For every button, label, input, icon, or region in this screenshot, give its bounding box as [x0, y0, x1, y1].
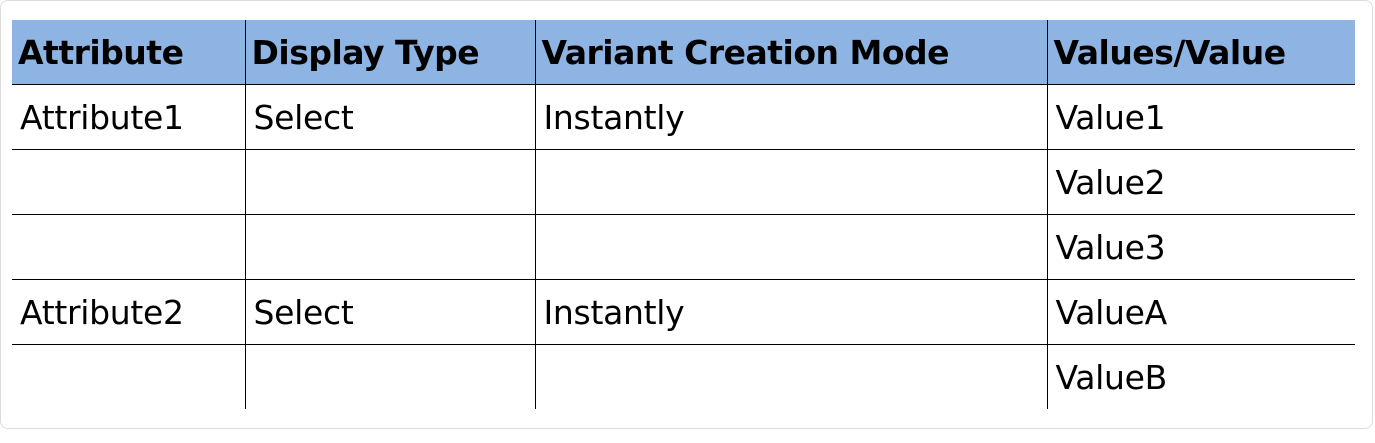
- cell-display-type: [245, 345, 535, 410]
- cell-attribute: Attribute2: [12, 280, 245, 345]
- table-row: [12, 215, 1355, 280]
- cell-variant-creation-mode: [535, 215, 1047, 280]
- table-row: [12, 85, 1355, 150]
- table-row: [12, 280, 1355, 345]
- header-display-type: Display Type: [245, 20, 535, 85]
- table-row: [12, 150, 1355, 215]
- header-attribute: Attribute: [12, 20, 245, 85]
- spreadsheet-table-container: [12, 20, 1355, 410]
- cell-attribute: Attribute1: [12, 85, 245, 150]
- cell-variant-creation-mode: Instantly: [535, 280, 1047, 345]
- cell-display-type: Select: [245, 280, 535, 345]
- cell-attribute: [12, 215, 245, 280]
- attributes-table: [12, 20, 1355, 409]
- cell-attribute: [12, 345, 245, 410]
- cell-display-type: Select: [245, 85, 535, 150]
- cell-variant-creation-mode: Instantly: [535, 85, 1047, 150]
- cell-variant-creation-mode: [535, 150, 1047, 215]
- cell-display-type: [245, 215, 535, 280]
- cell-attribute: [12, 150, 245, 215]
- cell-value: ValueA: [1047, 280, 1355, 345]
- cell-value: Value2: [1047, 150, 1355, 215]
- cell-value: ValueB: [1047, 345, 1355, 410]
- header-values: Values/Value: [1047, 20, 1355, 85]
- header-variant-creation-mode: Variant Creation Mode: [535, 20, 1047, 85]
- cell-value: Value1: [1047, 85, 1355, 150]
- cell-variant-creation-mode: [535, 345, 1047, 410]
- cell-value: Value3: [1047, 215, 1355, 280]
- header-row: [12, 20, 1355, 85]
- cell-display-type: [245, 150, 535, 215]
- table-row: [12, 345, 1355, 410]
